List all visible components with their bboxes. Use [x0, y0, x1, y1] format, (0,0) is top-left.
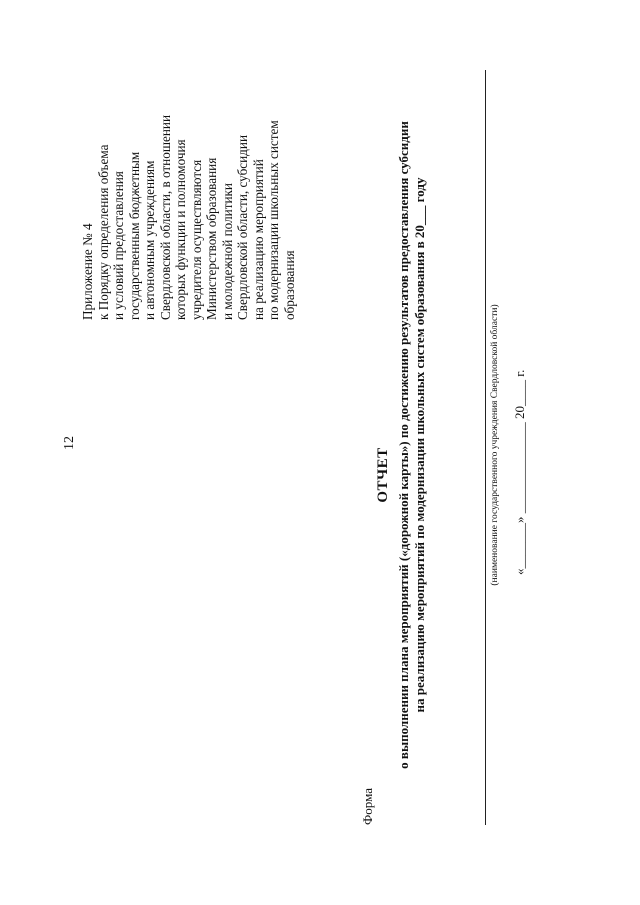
annex-line: учредителя осуществляются — [188, 159, 204, 320]
annex-line: Свердловской области, в отношении — [157, 114, 173, 320]
form-label: Форма — [360, 788, 375, 825]
annex-line: к Порядку определения объема — [95, 144, 111, 320]
annex-line: и автономным учреждениям — [142, 160, 157, 320]
date-line: «_______» ______________ 20____ г. — [512, 369, 527, 575]
page-number: 12 — [62, 436, 77, 450]
annex-line: по модернизации школьных систем — [266, 120, 281, 320]
annex-line: Приложение № 4 — [80, 223, 95, 320]
annex-line: Министерством образования — [204, 157, 219, 320]
annex-line: Свердловской области, субсидии — [235, 134, 250, 320]
annex-line: и молодежной политики — [219, 183, 235, 320]
annex-line: на реализацию мероприятий — [250, 159, 266, 320]
annex-line: государственным бюджетным — [126, 151, 142, 320]
annex-line: и условий предоставления — [111, 171, 126, 320]
report-title: ОТЧЕТ — [375, 447, 391, 503]
report-subtitle-line: о выполнении плана мероприятий («дорожной карты») по достижению результатов предоставления субсидии — [396, 121, 411, 769]
annex-block — [80, 0, 297, 320]
report-subtitle — [396, 45, 427, 845]
institution-caption: (наименование государственного учреждения Свердловской области) — [490, 304, 500, 586]
annex-line: образования — [281, 250, 297, 320]
annex-line: которых функции и полномочия — [173, 139, 188, 320]
institution-name-line — [485, 70, 486, 825]
report-subtitle-line: на реализацию мероприятий по модернизации школьных систем образования в 20___ году — [411, 177, 427, 713]
